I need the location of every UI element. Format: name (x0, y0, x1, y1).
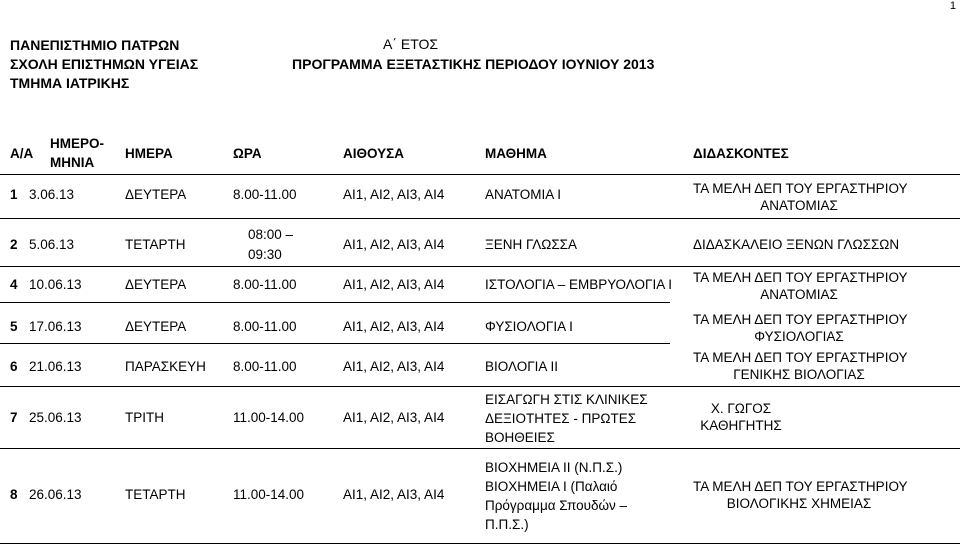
row-time: 8.00-11.00 (233, 359, 297, 374)
row-teachers: Χ. ΓΩΓΟΣ ΚΑΘΗΓΗΤΗΣ (700, 401, 782, 433)
row-time: 11.00-14.00 (233, 487, 305, 502)
row-day: ΔΕΥΤΕΡΑ (125, 319, 187, 334)
row-time: 8.00-11.00 (233, 277, 297, 292)
row-day: ΔΕΥΤΕΡΑ (125, 277, 187, 292)
row-number: 7 (10, 410, 18, 425)
row-day: ΠΑΡΑΣΚΕΥΗ (125, 359, 206, 374)
row-room: ΑΙ1, ΑΙ2, ΑΙ3, ΑΙ4 (343, 487, 445, 502)
row-teachers: ΤΑ ΜΕΛΗ ΔΕΠ ΤΟΥ ΕΡΓΑΣΤΗΡΙΟΥ ΓΕΝΙΚΗΣ ΒΙΟΛΟΓΙΑΣ (693, 350, 908, 382)
row-number: 4 (10, 277, 18, 292)
row-number: 1 (10, 187, 18, 202)
row-date: 25.06.13 (29, 410, 82, 425)
col-date-line2: ΜΗΝΙΑ (50, 155, 95, 170)
row-date: 3.06.13 (29, 187, 75, 202)
col-time: ΩΡΑ (233, 146, 262, 161)
col-date-line1: ΗΜΕΡΟ- (50, 136, 104, 151)
row-room: ΑΙ1, ΑΙ2, ΑΙ3, ΑΙ4 (343, 187, 445, 202)
university-name: ΠΑΝΕΠΙΣΤΗΜΙΟ ΠΑΤΡΩΝ (10, 37, 180, 53)
row-teachers: ΤΑ ΜΕΛΗ ΔΕΠ ΤΟΥ ΕΡΓΑΣΤΗΡΙΟΥ ΦΥΣΙΟΛΟΓΙΑΣ (693, 312, 908, 344)
row-divider (0, 343, 670, 344)
row-divider (0, 448, 960, 449)
school-name: ΣΧΟΛΗ ΕΠΙΣΤΗΜΩΝ ΥΓΕΙΑΣ (10, 56, 199, 72)
row-room: ΑΙ1, ΑΙ2, ΑΙ3, ΑΙ4 (343, 277, 445, 292)
row-course: ΑΝΑΤΟΜΙΑ Ι (485, 187, 562, 202)
row-room: ΑΙ1, ΑΙ2, ΑΙ3, ΑΙ4 (343, 237, 445, 252)
row-date: 21.06.13 (29, 359, 82, 374)
row-day: ΤΡΙΤΗ (125, 410, 164, 425)
row-time: 8.00-11.00 (233, 319, 297, 334)
row-teachers: ΤΑ ΜΕΛΗ ΔΕΠ ΤΟΥ ΕΡΓΑΣΤΗΡΙΟΥ ΑΝΑΤΟΜΙΑΣ (693, 181, 908, 213)
row-course: ΒΙΟΧΗΜΕΙΑ ΙΙ (Ν.Π.Σ.) ΒΙΟΧΗΜΕΙΑ Ι (Παλαιό Πρόγραμμα Σπουδών – Π.Π.Σ.) (485, 460, 628, 532)
col-course: ΜΑΘΗΜΑ (485, 146, 547, 161)
header-divider (0, 174, 960, 175)
row-time: 08:00 – 09:30 (248, 227, 294, 262)
row-course: ΕΙΣΑΓΩΓΗ ΣΤΙΣ ΚΛΙΝΙΚΕΣ ΔΕΞΙΟΤΗΤΕΣ - ΠΡΩΤΕΣ ΒΟΗΘΕΙΕΣ (485, 392, 648, 445)
row-day: ΤΕΤΑΡΤΗ (125, 237, 186, 252)
row-course: ΙΣΤΟΛΟΓΙΑ – ΕΜΒΡΥΟΛΟΓΙΑ Ι (485, 277, 672, 292)
row-divider (0, 218, 960, 219)
row-day: ΤΕΤΑΡΤΗ (125, 487, 186, 502)
row-number: 5 (10, 319, 18, 334)
row-course: ΒΙΟΛΟΓΙΑ ΙΙ (485, 359, 558, 374)
row-room: ΑΙ1, ΑΙ2, ΑΙ3, ΑΙ4 (343, 359, 445, 374)
row-time: 8.00-11.00 (233, 187, 297, 202)
department-name: ΤΜΗΜΑ ΙΑΤΡΙΚΗΣ (10, 75, 130, 91)
year-title: Α΄ ΕΤΟΣ (383, 36, 439, 52)
row-date: 17.06.13 (29, 319, 82, 334)
page-number: 1 (949, 0, 956, 12)
program-title: ΠΡΟΓΡΑΜΜΑ ΕΞΕΤΑΣΤΙΚΗΣ ΠΕΡΙΟΔΟΥ ΙΟΥΝΙΟΥ 2013 (292, 56, 655, 72)
col-teachers: ΔΙΔΑΣΚΟΝΤΕΣ (693, 146, 789, 161)
row-divider (0, 266, 960, 267)
row-date: 26.06.13 (29, 487, 82, 502)
row-day: ΔΕΥΤΕΡΑ (125, 187, 187, 202)
row-date: 10.06.13 (29, 277, 82, 292)
row-number: 8 (10, 487, 18, 502)
row-date: 5.06.13 (29, 237, 75, 252)
row-teachers: ΤΑ ΜΕΛΗ ΔΕΠ ΤΟΥ ΕΡΓΑΣΤΗΡΙΟΥ ΑΝΑΤΟΜΙΑΣ (693, 270, 908, 302)
row-course: ΞΕΝΗ ΓΛΩΣΣΑ (485, 237, 578, 252)
row-divider (0, 386, 960, 387)
row-teachers: ΤΑ ΜΕΛΗ ΔΕΠ ΤΟΥ ΕΡΓΑΣΤΗΡΙΟΥ ΒΙΟΛΟΓΙΚΗΣ ΧΗΜΕΙΑΣ (693, 479, 908, 511)
col-day: ΗΜΕΡΑ (125, 146, 173, 161)
row-number: 6 (10, 359, 18, 374)
row-time: 11.00-14.00 (233, 410, 305, 425)
col-aa: Α/Α (10, 146, 34, 161)
table-bottom-line (0, 543, 960, 544)
row-number: 2 (10, 237, 18, 252)
row-room: ΑΙ1, ΑΙ2, ΑΙ3, ΑΙ4 (343, 319, 445, 334)
row-divider (0, 302, 670, 303)
row-room: ΑΙ1, ΑΙ2, ΑΙ3, ΑΙ4 (343, 410, 445, 425)
row-teachers: ΔΙΔΑΣΚΑΛΕΙΟ ΞΕΝΩΝ ΓΛΩΣΣΩΝ (693, 237, 900, 252)
row-course: ΦΥΣΙΟΛΟΓΙΑ Ι (485, 319, 573, 334)
col-room: ΑΙΘΟΥΣΑ (343, 146, 404, 161)
